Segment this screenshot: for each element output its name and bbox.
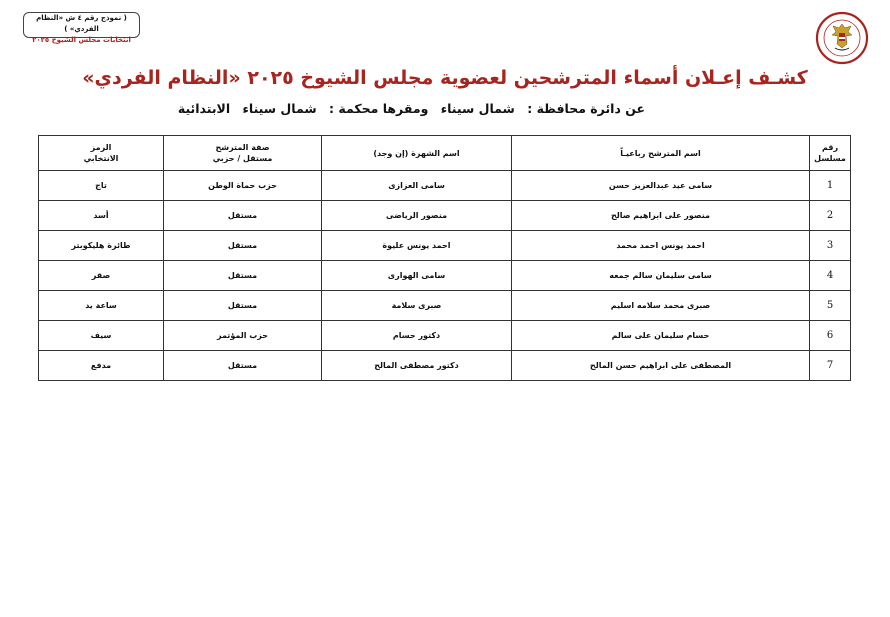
form-number-box — [23, 12, 140, 44]
cell-status: مستقل — [164, 351, 322, 381]
cell-nickname: سامى العزازى — [322, 171, 512, 201]
table-row — [39, 261, 851, 291]
cell-serial: 2 — [810, 201, 851, 231]
cell-status: مستقل — [164, 291, 322, 321]
cell-status: مستقل — [164, 231, 322, 261]
table-row — [39, 351, 851, 381]
cell-symbol: أسد — [39, 201, 164, 231]
court-value: شمال سيناء — [242, 101, 317, 116]
header-status: صفة المترشح مستقل / حزبي — [164, 136, 322, 171]
election-label: انتخابات مجلس الشيوخ ٢٠٢٥ — [32, 36, 131, 44]
cell-status: حزب المؤتمر — [164, 321, 322, 351]
cell-nickname: دكتور حسام — [322, 321, 512, 351]
form-number-label: ( نموذج رقم ٤ ش «النظام الفردي» ) — [36, 14, 127, 33]
header-symbol: الرمز الانتخابي — [39, 136, 164, 171]
cell-serial: 4 — [810, 261, 851, 291]
table-row — [39, 291, 851, 321]
cell-serial: 5 — [810, 291, 851, 321]
table-header-row — [39, 136, 851, 171]
header-name: اسم المترشح رباعيـاً — [512, 136, 810, 171]
district-value: شمال سيناء — [440, 101, 515, 116]
cell-status: حزب حماة الوطن — [164, 171, 322, 201]
election-authority-logo — [815, 11, 869, 65]
table-row — [39, 171, 851, 201]
cell-name: صبرى محمد سلامه اسليم — [512, 291, 810, 321]
header-nickname: اسم الشهرة (إن وجد) — [322, 136, 512, 171]
cell-name: سامى سليمان سالم جمعه — [512, 261, 810, 291]
court-type: الابتدائية — [177, 101, 231, 116]
district-info — [177, 101, 645, 116]
cell-status: مستقل — [164, 261, 322, 291]
cell-symbol: ساعة يد — [39, 291, 164, 321]
cell-name: حسام سليمان على سالم — [512, 321, 810, 351]
table-row — [39, 201, 851, 231]
district-label: عن دائرة محافظة : — [527, 101, 645, 116]
cell-nickname: صبرى سلامة — [322, 291, 512, 321]
table-row — [39, 321, 851, 351]
table-row — [39, 231, 851, 261]
cell-serial: 7 — [810, 351, 851, 381]
cell-nickname: احمد يونس عليوة — [322, 231, 512, 261]
cell-nickname: دكتور مصطفى المالح — [322, 351, 512, 381]
cell-symbol: تاج — [39, 171, 164, 201]
cell-serial: 6 — [810, 321, 851, 351]
cell-symbol: سيف — [39, 321, 164, 351]
cell-status: مستقل — [164, 201, 322, 231]
cell-serial: 3 — [810, 231, 851, 261]
cell-symbol: مدفع — [39, 351, 164, 381]
cell-name: منصور على ابراهيم صالح — [512, 201, 810, 231]
cell-nickname: سامى الهوارى — [322, 261, 512, 291]
cell-symbol: طائرة هليكوبتر — [39, 231, 164, 261]
header-serial: رقم مسلسل — [810, 136, 851, 171]
cell-name: سامى عيد عبدالعزيز حسن — [512, 171, 810, 201]
cell-nickname: منصور الرياضى — [322, 201, 512, 231]
cell-name: المصطفى على ابراهيم حسن المالح — [512, 351, 810, 381]
candidates-table — [38, 135, 851, 381]
cell-serial: 1 — [810, 171, 851, 201]
page-title: كشـف إعـلان أسماء المترشحين لعضوية مجلس الشيوخ ٢٠٢٥ «النظام الفردي» — [82, 67, 808, 89]
cell-symbol: صقر — [39, 261, 164, 291]
cell-name: احمد يونس احمد محمد — [512, 231, 810, 261]
court-label: ومقرها محكمة : — [329, 101, 429, 116]
